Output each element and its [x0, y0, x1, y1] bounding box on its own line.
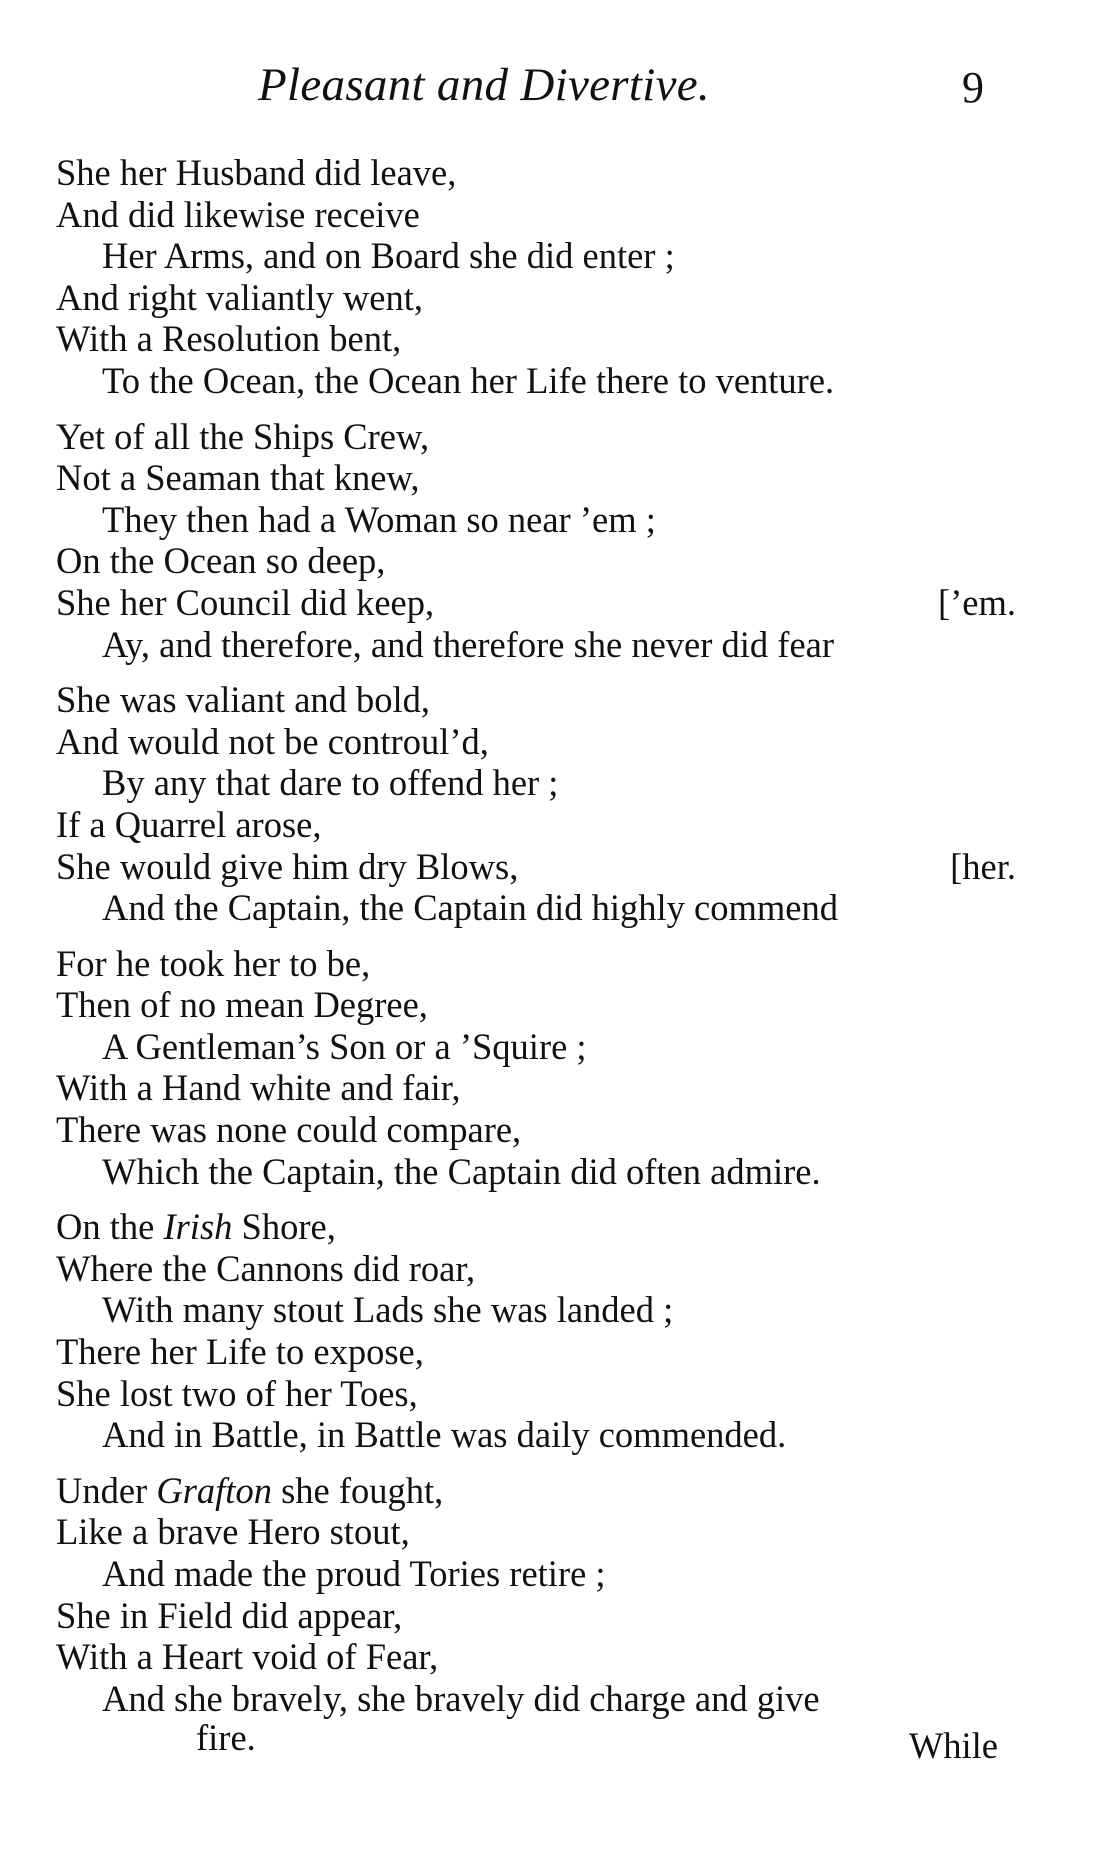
line-text: On the Ocean so deep, — [56, 540, 386, 582]
line-text: And she bravely, she bravely did charge and give — [102, 1677, 820, 1719]
poem-line — [56, 1067, 1016, 1109]
catchword: While — [908, 1725, 998, 1766]
line-text: For he took her to be, — [56, 942, 371, 984]
poem-line — [56, 1373, 1016, 1415]
line-text: And right valiantly went, — [56, 276, 423, 318]
poem-line — [56, 624, 1016, 666]
poem-line — [56, 318, 1016, 360]
poem-line — [56, 1553, 1016, 1595]
line-text: With a Heart void of Fear, — [56, 1636, 439, 1678]
line-text: On the — [56, 1206, 164, 1248]
line-text: With a Resolution bent, — [56, 318, 402, 360]
poem-line — [56, 887, 1016, 929]
poem-line — [56, 1026, 1016, 1068]
line-text: She in Field did appear, — [56, 1594, 403, 1636]
line-text: Ay, and therefore, and therefore she never did fear — [102, 623, 835, 665]
line-text: Under — [56, 1469, 157, 1511]
italic-name: Irish — [163, 1206, 233, 1248]
stanza — [56, 416, 1016, 666]
line-text: There her Life to expose, — [56, 1331, 424, 1373]
line-text: With many stout Lads she was landed ; — [102, 1289, 674, 1331]
line-text-after: she fought, — [271, 1469, 444, 1511]
poem-line — [56, 1636, 1016, 1678]
line-text: And did likewise receive — [56, 193, 420, 235]
poem-line — [56, 1678, 1016, 1720]
poem-line — [56, 499, 1016, 541]
line-text: And the Captain, the Captain did highly commend — [102, 887, 838, 929]
poem-line — [56, 679, 1016, 721]
italic-name: Grafton — [156, 1469, 272, 1511]
poem-line — [56, 416, 1016, 458]
page-number: 9 — [962, 63, 984, 112]
poem-line — [56, 540, 1016, 582]
line-text: By any that dare to offend her ; — [102, 762, 559, 804]
line-text: If a Quarrel arose, — [56, 803, 322, 845]
running-header: Pleasant and Divertive. — [258, 59, 710, 111]
poem-line — [56, 846, 1016, 888]
line-text: And would not be controul’d, — [56, 720, 489, 762]
poem-line — [56, 194, 1016, 236]
line-text: Like a brave Hero stout, — [56, 1511, 410, 1553]
poem-line — [56, 1331, 1016, 1373]
stanza — [56, 1470, 1016, 1759]
poem-line — [56, 1595, 1016, 1637]
poem-line — [56, 582, 1016, 624]
poem-line — [56, 457, 1016, 499]
poem-line — [56, 1511, 1016, 1553]
line-text: A Gentleman’s Son or a ’Squire ; — [102, 1025, 587, 1067]
line-text: With a Hand white and fair, — [56, 1067, 461, 1109]
poem-line — [56, 943, 1016, 985]
line-text: Yet of all the Ships Crew, — [56, 415, 430, 457]
poem-line — [56, 1248, 1016, 1290]
line-text: And in Battle, in Battle was daily commended. — [102, 1414, 787, 1456]
line-text: To the Ocean, the Ocean her Life there to venture. — [102, 359, 835, 401]
poem-line — [56, 1717, 1016, 1759]
line-text: Which the Captain, the Captain did often admire. — [102, 1150, 821, 1192]
line-text: And made the proud Tories retire ; — [102, 1553, 606, 1594]
line-text: She would give him dry Blows, — [56, 845, 519, 887]
line-text: Her Arms, and on Board she did enter ; — [102, 235, 675, 277]
line-text: They then had a Woman so near ’em ; — [102, 498, 656, 540]
poem-line — [56, 235, 1016, 277]
poem-line — [56, 804, 1016, 846]
line-text: Then of no mean Degree, — [56, 984, 428, 1026]
stanza — [56, 152, 1016, 402]
poem-line — [56, 152, 1016, 194]
poem-line — [56, 984, 1016, 1026]
line-text: fire. — [196, 1717, 256, 1759]
line-text-after: Shore, — [232, 1206, 336, 1248]
stanza — [56, 679, 1016, 929]
poem-line — [56, 721, 1016, 763]
poem-line — [56, 277, 1016, 319]
turnover-fragment: [’em. — [937, 581, 1016, 623]
poem-line — [56, 762, 1016, 804]
line-text: There was none could compare, — [56, 1109, 522, 1151]
line-text: She lost two of her Toes, — [56, 1372, 418, 1414]
line-text: She her Council did keep, — [56, 581, 435, 623]
poem-line — [56, 360, 1016, 402]
poem-line — [56, 1109, 1016, 1151]
stanza — [56, 1206, 1016, 1456]
poem-line — [56, 1289, 1016, 1331]
line-text: Where the Cannons did roar, — [56, 1247, 476, 1289]
poem-line — [56, 1470, 1016, 1512]
turnover-fragment: [her. — [950, 845, 1016, 887]
line-text: She was valiant and bold, — [56, 679, 431, 721]
poem-line — [56, 1206, 1016, 1248]
poem-line — [56, 1151, 1016, 1193]
poem-line — [56, 1414, 1016, 1456]
line-text: She her Husband did leave, — [56, 152, 457, 193]
poem-body — [56, 152, 1016, 1773]
stanza — [56, 943, 1016, 1193]
line-text: Not a Seaman that knew, — [56, 457, 420, 499]
